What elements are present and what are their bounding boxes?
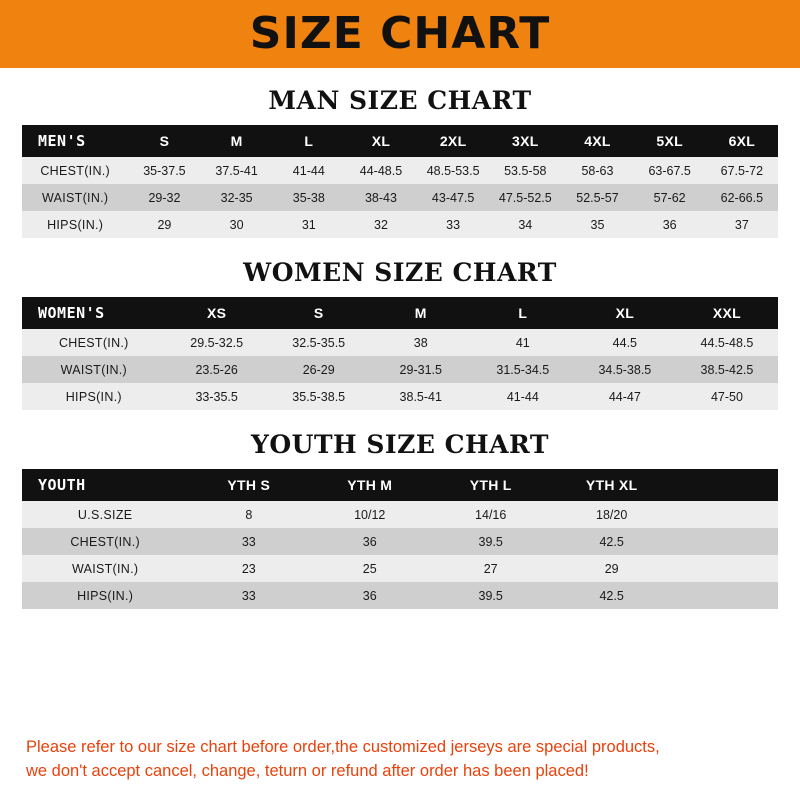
men-chest-4xl: 58-63 xyxy=(581,163,614,178)
table-row xyxy=(22,528,778,555)
youth-row-label-ussize: U.S.SIZE xyxy=(77,507,133,522)
women-waist-m: 29-31.5 xyxy=(399,362,442,377)
youth-header-m: YTH M xyxy=(347,477,393,493)
men-waist-2xl: 43-47.5 xyxy=(431,190,475,205)
men-header-6xl: 6XL xyxy=(728,133,756,149)
youth-header-label: YOUTH xyxy=(38,476,86,494)
women-header-xl: XL xyxy=(615,305,635,321)
men-row-label-chest: CHEST(IN.) xyxy=(40,163,111,178)
table-header-row xyxy=(22,297,778,329)
men-header-xl: XL xyxy=(371,133,391,149)
youth-ussize-s: 8 xyxy=(245,507,253,522)
women-header-xs: XS xyxy=(207,305,227,321)
men-waist-3xl: 47.5-52.5 xyxy=(498,190,552,205)
men-waist-xl: 38-43 xyxy=(364,190,397,205)
women-header-xxl: XXL xyxy=(712,305,741,321)
women-waist-xs: 23.5-26 xyxy=(195,362,238,377)
women-hips-m: 38.5-41 xyxy=(399,389,442,404)
table-row xyxy=(22,383,778,410)
men-waist-m: 32-35 xyxy=(220,190,253,205)
order-policy-note-line1: Please refer to our size chart before order,the customized jerseys are special products, xyxy=(26,738,660,757)
women-chest-s: 32.5-35.5 xyxy=(292,335,346,350)
women-waist-s: 26-29 xyxy=(302,362,335,377)
table-row xyxy=(22,184,778,211)
women-chest-l: 41 xyxy=(515,335,530,350)
table-row xyxy=(22,157,778,184)
men-header-5xl: 5XL xyxy=(656,133,683,149)
men-chest-2xl: 48.5-53.5 xyxy=(426,163,480,178)
youth-chest-xl: 42.5 xyxy=(599,534,624,549)
order-policy-note xyxy=(22,722,778,800)
women-waist-l: 31.5-34.5 xyxy=(496,362,550,377)
table-header-row xyxy=(22,469,778,501)
women-row-label-chest: CHEST(IN.) xyxy=(58,335,129,350)
content-area xyxy=(0,68,800,800)
table-row xyxy=(22,329,778,356)
women-row-label-hips: HIPS(IN.) xyxy=(65,389,122,404)
men-chest-l: 41-44 xyxy=(292,163,325,178)
men-row-label-hips: HIPS(IN.) xyxy=(47,217,104,232)
women-header-m: M xyxy=(414,305,427,321)
men-chest-xl: 44-48.5 xyxy=(359,163,403,178)
men-waist-s: 29-32 xyxy=(148,190,181,205)
youth-hips-s: 33 xyxy=(241,588,256,603)
women-chest-xxl: 44.5-48.5 xyxy=(700,335,754,350)
youth-waist-l: 27 xyxy=(483,561,498,576)
men-waist-4xl: 52.5-57 xyxy=(576,190,619,205)
women-waist-xl: 34.5-38.5 xyxy=(598,362,652,377)
youth-section-title: YOUTH SIZE CHART xyxy=(251,430,549,459)
youth-row-label-hips: HIPS(IN.) xyxy=(77,588,134,603)
table-row xyxy=(22,501,778,528)
youth-waist-m: 25 xyxy=(362,561,377,576)
men-hips-m: 30 xyxy=(229,217,244,232)
men-header-label: MEN'S xyxy=(38,132,86,150)
women-hips-xs: 33-35.5 xyxy=(195,389,238,404)
youth-ussize-m: 10/12 xyxy=(354,507,386,522)
men-header-3xl: 3XL xyxy=(512,133,539,149)
youth-header-xl: YTH XL xyxy=(585,477,638,493)
men-hips-3xl: 34 xyxy=(518,217,533,232)
men-section-title: MAN SIZE CHART xyxy=(268,86,532,115)
youth-row-label-chest: CHEST(IN.) xyxy=(70,534,140,549)
men-header-2xl: 2XL xyxy=(439,133,467,149)
youth-waist-xl: 29 xyxy=(604,561,619,576)
youth-waist-spacer xyxy=(672,555,778,582)
youth-chest-m: 36 xyxy=(362,534,377,549)
women-hips-l: 41-44 xyxy=(506,389,539,404)
youth-chest-spacer xyxy=(672,528,778,555)
table-row xyxy=(22,582,778,609)
youth-ussize-spacer xyxy=(672,501,778,528)
table-row xyxy=(22,555,778,582)
women-chest-m: 38 xyxy=(413,335,428,350)
men-chest-m: 37.5-41 xyxy=(215,163,258,178)
men-header-m: M xyxy=(230,133,243,149)
women-chest-xl: 44.5 xyxy=(612,335,638,350)
men-waist-5xl: 57-62 xyxy=(653,190,686,205)
women-row-label-waist: WAIST(IN.) xyxy=(60,362,128,377)
men-header-l: L xyxy=(304,133,314,149)
men-waist-6xl: 62-66.5 xyxy=(720,190,764,205)
women-hips-xxl: 47-50 xyxy=(710,389,743,404)
youth-chest-l: 39.5 xyxy=(478,534,503,549)
table-header-row xyxy=(22,125,778,157)
men-hips-5xl: 36 xyxy=(662,217,677,232)
women-header-s: S xyxy=(313,305,324,321)
youth-ussize-xl: 18/20 xyxy=(596,507,628,522)
men-hips-2xl: 33 xyxy=(446,217,461,232)
men-hips-l: 31 xyxy=(301,217,316,232)
youth-chest-s: 33 xyxy=(241,534,256,549)
men-chest-s: 35-37.5 xyxy=(143,163,186,178)
youth-size-table xyxy=(22,469,778,609)
order-policy-note-line2: we don't accept cancel, change, teturn or refund after order has been placed! xyxy=(26,762,589,781)
men-hips-4xl: 35 xyxy=(590,217,605,232)
men-chest-5xl: 63-67.5 xyxy=(648,163,691,178)
women-section-title: WOMEN SIZE CHART xyxy=(243,258,557,287)
men-header-4xl: 4XL xyxy=(584,133,611,149)
table-row xyxy=(22,211,778,238)
youth-waist-s: 23 xyxy=(241,561,256,576)
men-hips-6xl: 37 xyxy=(734,217,749,232)
youth-hips-spacer xyxy=(672,582,778,609)
page-title: SIZE CHART xyxy=(249,8,551,59)
men-chest-6xl: 67.5-72 xyxy=(720,163,764,178)
women-hips-xl: 44-47 xyxy=(608,389,641,404)
men-size-table xyxy=(22,125,778,238)
youth-header-spacer xyxy=(672,469,778,501)
youth-header-l: YTH L xyxy=(469,477,512,493)
men-hips-xl: 32 xyxy=(374,217,388,232)
women-hips-s: 35.5-38.5 xyxy=(292,389,346,404)
men-chest-3xl: 53.5-58 xyxy=(504,163,547,178)
table-row xyxy=(22,356,778,383)
women-size-table xyxy=(22,297,778,410)
men-row-label-waist: WAIST(IN.) xyxy=(41,190,109,205)
women-header-l: L xyxy=(518,305,528,321)
men-waist-l: 35-38 xyxy=(292,190,325,205)
youth-hips-xl: 42.5 xyxy=(599,588,624,603)
men-header-s: S xyxy=(159,133,170,149)
women-chest-xs: 29.5-32.5 xyxy=(190,335,244,350)
youth-header-s: YTH S xyxy=(227,477,271,493)
youth-ussize-l: 14/16 xyxy=(475,507,507,522)
youth-hips-l: 39.5 xyxy=(478,588,503,603)
men-hips-s: 29 xyxy=(157,217,172,232)
women-waist-xxl: 38.5-42.5 xyxy=(700,362,754,377)
youth-hips-m: 36 xyxy=(362,588,377,603)
header-banner xyxy=(0,0,800,68)
women-header-label: WOMEN'S xyxy=(38,304,105,322)
youth-row-label-waist: WAIST(IN.) xyxy=(71,561,139,576)
